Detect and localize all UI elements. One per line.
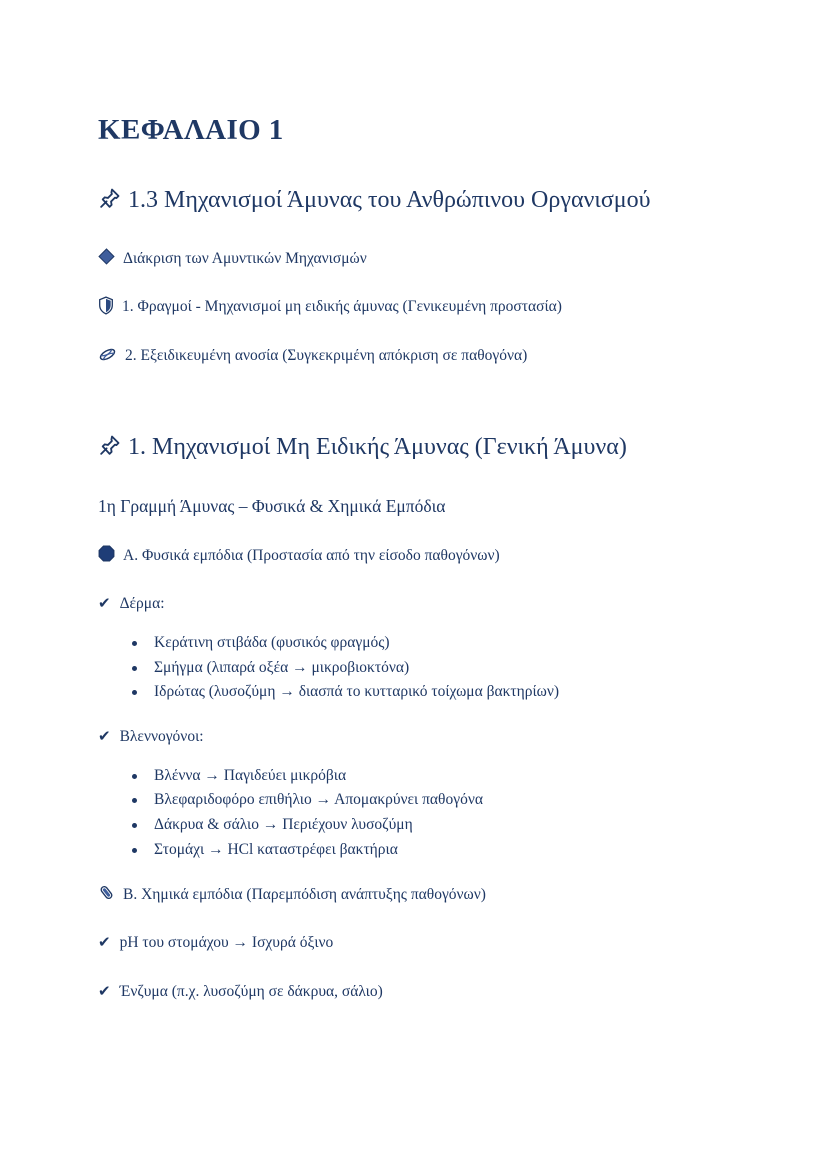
bullet-list-mucous [98, 765, 728, 862]
check-icon: ✔ [98, 981, 111, 1000]
pushpin-icon [98, 185, 121, 221]
list-item: Βλέννα → Παγιδεύει μικρόβια [132, 765, 728, 788]
test-tube-icon [98, 884, 115, 901]
blue-diamond-icon [98, 248, 115, 265]
page-title: ΚΕΦΑΛΑΙΟ 1 [98, 114, 284, 146]
list-item-barriers [98, 296, 728, 318]
group-b-item-ph [98, 932, 728, 954]
subheading-first-line-defense: 1η Γραμμή Άμυνας – Φυσικά & Χημικά Εμπόδια [98, 495, 446, 516]
section-heading-nonspecific-label: 1. Μηχανισμοί Μη Ειδικής Άμυνας (Γενική Άμυνα) [128, 434, 627, 461]
list-item-specific-immunity [98, 345, 728, 367]
group-b-item-enzymes-label: Ένζυμα (π.χ. λυσοζύμη σε δάκρυα, σάλιο) [119, 982, 383, 1000]
list-item: Στομάχι → HCl καταστρέφει βακτήρια [132, 839, 728, 862]
filled-octagon-icon [98, 545, 115, 562]
subgroup-mucous-label-row [98, 726, 728, 748]
subgroup-skin-label-row [98, 593, 728, 615]
list-item: Ιδρώτας (λυσοζύμη → διασπά το κυτταρικό τοίχωμα βακτηρίων) [132, 681, 728, 704]
group-b-item-ph-label: pH του στομάχου → Ισχυρά όξινο [119, 934, 334, 952]
group-a-title-row [98, 545, 728, 567]
section-heading-1-3 [98, 182, 686, 221]
group-b-title-label: Β. Χημικά εμπόδια (Παρεμπόδιση ανάπτυξης παθογόνων) [123, 885, 486, 903]
group-b-item-enzymes [98, 981, 728, 1003]
group-a-title-label: Α. Φυσικά εμπόδια (Προστασία από την είσοδο παθογόνων) [123, 546, 500, 564]
list-item-barriers-label: 1. Φραγμοί - Μηχανισμοί μη ειδικής άμυνας (Γενικευμένη προστασία) [122, 298, 562, 316]
list-item: Κεράτινη στιβάδα (φυσικός φραγμός) [132, 632, 728, 655]
list-item-distinction [98, 248, 728, 270]
pushpin-icon [98, 432, 121, 468]
subgroup-mucous-label: Βλεννογόνοι: [119, 728, 204, 746]
list-item-specific-immunity-label: 2. Εξειδικευμένη ανοσία (Συγκεκριμένη απόκριση σε παθογόνα) [125, 346, 528, 364]
check-icon: ✔ [98, 594, 111, 613]
subgroup-skin-label: Δέρμα: [119, 595, 165, 613]
list-item-distinction-label: Διάκριση των Αμυντικών Μηχανισμών [123, 249, 367, 267]
dna-icon [98, 345, 117, 364]
list-item: Βλεφαριδοφόρο επιθήλιο → Απομακρύνει παθογόνα [132, 789, 728, 812]
list-item: Δάκρυα & σάλιο → Περιέχουν λυσοζύμη [132, 814, 728, 837]
section-heading-1-3-label: 1.3 Μηχανισμοί Άμυνας του Ανθρώπινου Οργανισμού [128, 187, 651, 214]
group-b-title-row [98, 884, 728, 906]
check-icon: ✔ [98, 727, 111, 746]
list-item: Σμήγμα (λιπαρά οξέα → μικροβιοκτόνα) [132, 657, 728, 680]
section-heading-nonspecific [98, 429, 686, 468]
bullet-list-skin [98, 632, 728, 704]
shield-icon [98, 296, 114, 315]
check-icon: ✔ [98, 933, 111, 952]
